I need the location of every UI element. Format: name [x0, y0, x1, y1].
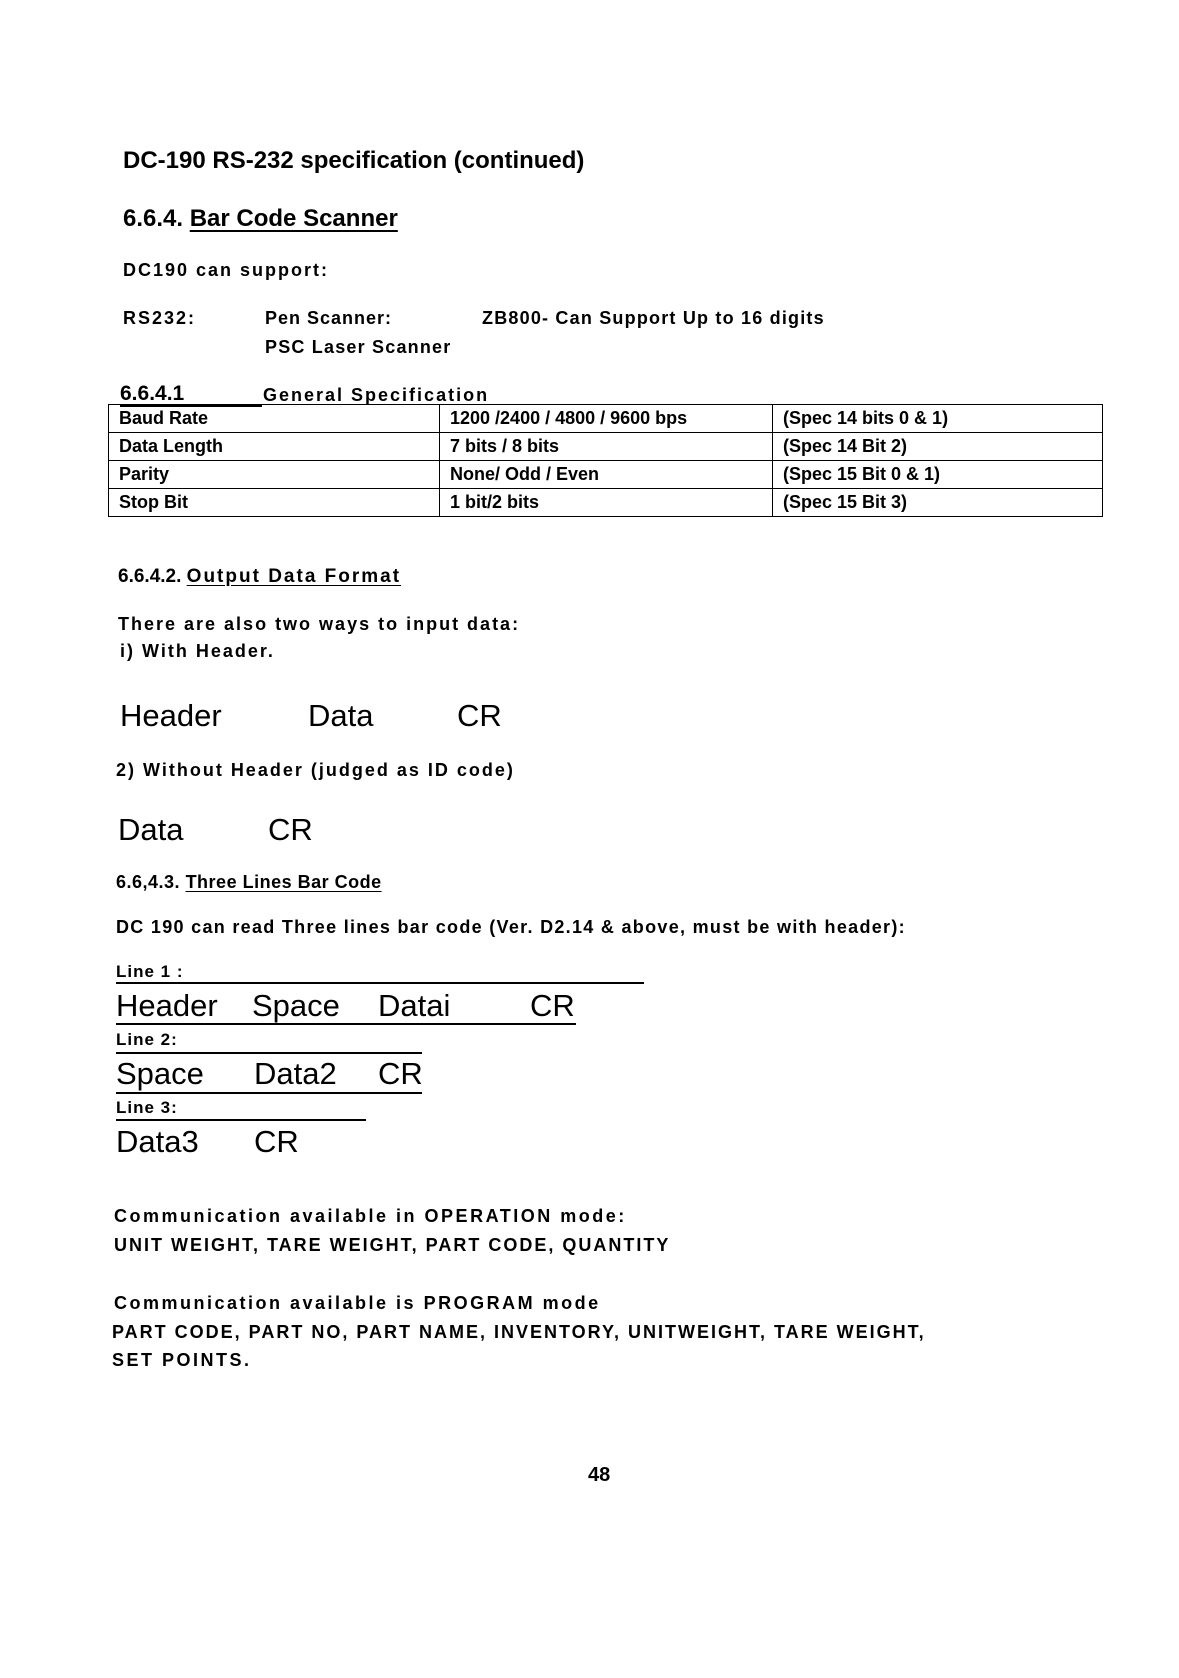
line3-data: Data3 [116, 1124, 199, 1159]
line2-underline [116, 1092, 422, 1094]
line2-rule [116, 1052, 422, 1054]
zb800-text: ZB800- Can Support Up to 16 digits [482, 308, 825, 328]
comm-program-items-line2: SET POINTS. [112, 1350, 252, 1370]
section-heading-6-6-4-3 [116, 872, 382, 893]
line3-content [116, 1124, 299, 1160]
line1-underline [116, 1023, 576, 1025]
table-row [109, 461, 1103, 489]
table-row [109, 405, 1103, 433]
table-cell: 1200 /2400 / 4800 / 9600 bps [440, 405, 773, 433]
without-header-text: 2) Without Header (judged as ID code) [116, 760, 515, 780]
table-cell: 1 bit/2 bits [440, 489, 773, 517]
table-cell: Stop Bit [109, 489, 440, 517]
rs232-label: RS232: [123, 308, 197, 328]
table-cell: None/ Odd / Even [440, 461, 773, 489]
table-cell: (Spec 14 bits 0 & 1) [773, 405, 1103, 433]
line2-content [116, 1056, 423, 1092]
format1-cr: CR [457, 698, 502, 733]
comm-program-items-line1: PART CODE, PART NO, PART NAME, INVENTORY, UNITWEIGHT, TARE WEIGHT, [112, 1322, 926, 1342]
section-label: Output Data Format [186, 566, 402, 587]
table-cell: (Spec 15 Bit 3) [773, 489, 1103, 517]
line1-label: Line 1 : [116, 962, 184, 981]
table-cell: Parity [109, 461, 440, 489]
with-header-text: i) With Header. [120, 641, 275, 661]
line3-cr: CR [254, 1124, 299, 1159]
line2-data: Data2 [254, 1056, 337, 1091]
table-cell: (Spec 14 Bit 2) [773, 433, 1103, 461]
spec-table [108, 404, 1103, 517]
table-cell: (Spec 15 Bit 0 & 1) [773, 461, 1103, 489]
three-lines-text: DC 190 can read Three lines bar code (Ver. D2.14 & above, must be with header): [116, 917, 906, 937]
table-cell: 7 bits / 8 bits [440, 433, 773, 461]
format1-data: Data [308, 698, 374, 733]
line2-label: Line 2: [116, 1030, 178, 1049]
section-heading-6-6-4-2 [118, 566, 401, 588]
line1-rule [116, 982, 644, 984]
table-cell: Baud Rate [109, 405, 440, 433]
psc-scanner-label: PSC Laser Scanner [265, 337, 452, 357]
line1-space: Space [252, 988, 340, 1023]
format1-header: Header [120, 698, 222, 733]
section-label: Bar Code Scanner [189, 205, 398, 232]
line1-content [116, 988, 575, 1024]
table-cell: Data Length [109, 433, 440, 461]
pen-scanner-label: Pen Scanner: [265, 308, 393, 328]
line2-cr: CR [378, 1056, 423, 1091]
section-heading-6-6-4 [123, 205, 398, 233]
comm-operation-items: UNIT WEIGHT, TARE WEIGHT, PART CODE, QUANTITY [114, 1235, 671, 1255]
table-row [109, 489, 1103, 517]
section-number-6-6-4-1: 6.6.4.1 [120, 383, 262, 407]
line1-header: Header [116, 988, 218, 1023]
line3-rule [116, 1119, 366, 1121]
comm-operation-heading: Communication available in OPERATION mode: [114, 1206, 627, 1226]
section-number: 6.6.4. [123, 205, 184, 232]
page-number: 48 [588, 1464, 611, 1486]
line1-data: Datai [378, 988, 451, 1023]
line3-label: Line 3: [116, 1098, 178, 1117]
comm-program-heading: Communication available is PROGRAM mode [114, 1293, 601, 1313]
line1-cr: CR [530, 988, 575, 1023]
support-intro: DC190 can support: [123, 260, 330, 280]
section-label-general-spec: General Specification [263, 385, 490, 405]
table-row [109, 433, 1103, 461]
section-number: 6.6,4.3. [116, 872, 181, 892]
section-label: Three Lines Bar Code [185, 872, 382, 892]
ways-text: There are also two ways to input data: [118, 614, 521, 634]
page-title: DC-190 RS-232 specification (continued) [123, 147, 585, 174]
section-number: 6.6.4.2. [118, 566, 182, 587]
line2-space: Space [116, 1056, 204, 1091]
format2-data: Data [118, 812, 184, 847]
format2-cr: CR [268, 812, 313, 847]
